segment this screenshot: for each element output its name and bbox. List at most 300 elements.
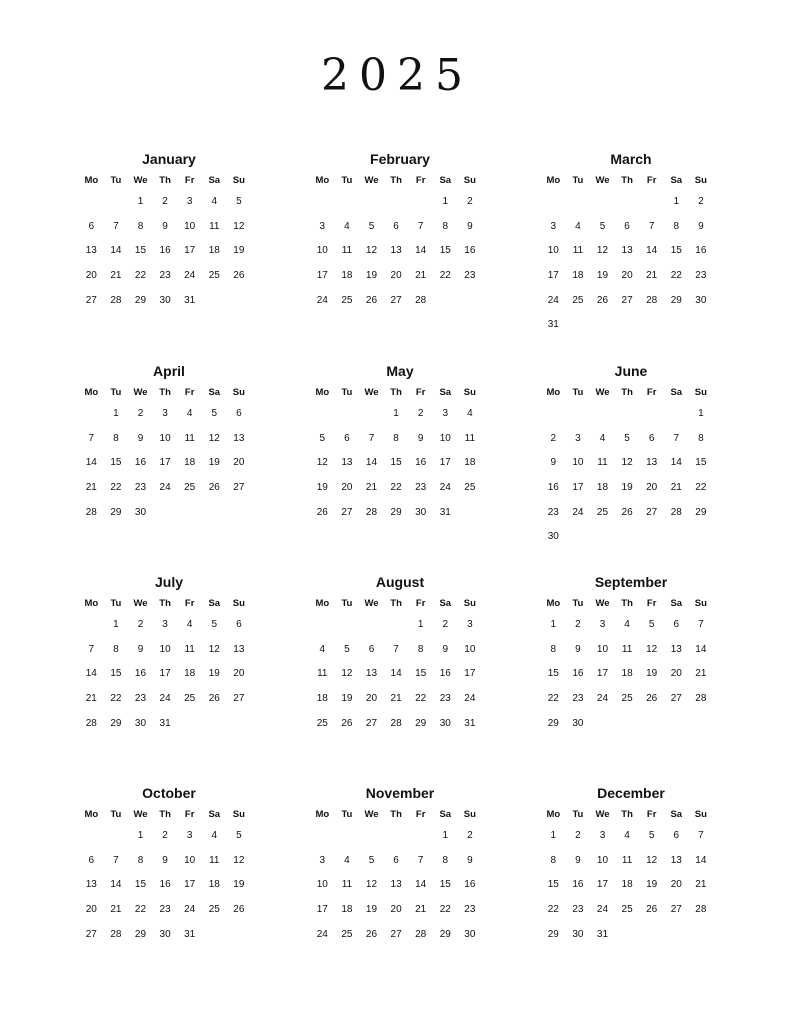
day-cell: 6: [624, 220, 630, 232]
weekday-label: Sa: [208, 809, 221, 820]
day-cell: 21: [670, 482, 682, 494]
weekday-label: Th: [390, 175, 402, 186]
day-cell: 30: [134, 506, 147, 518]
day-cell: 23: [134, 693, 147, 705]
day-cell: 11: [209, 220, 220, 232]
day-cell: 28: [85, 717, 97, 729]
day-grid: [541, 829, 721, 952]
day-cell: 5: [211, 408, 218, 419]
day-cell: 22: [439, 904, 451, 916]
day-cell: 9: [550, 457, 557, 469]
weekday-label: Fr: [415, 175, 426, 186]
day-cell: 23: [695, 270, 707, 282]
day-cell: 8: [393, 432, 399, 444]
day-blank: [310, 195, 335, 220]
day-cell: 16: [464, 879, 476, 891]
day-cell: 9: [467, 220, 473, 232]
day-cell: 6: [368, 643, 375, 655]
day-blank: [566, 195, 591, 220]
day-cell: 7: [417, 220, 424, 232]
day-cell: 29: [110, 506, 122, 518]
day-cell: 28: [695, 693, 707, 705]
day-cell: 3: [599, 830, 606, 841]
day-cell: 16: [695, 245, 707, 257]
day-cell: 3: [575, 432, 581, 444]
day-cell: 14: [670, 457, 682, 469]
day-cell: 14: [390, 668, 402, 680]
day-cell: 14: [110, 879, 122, 891]
day-blank: [335, 618, 360, 643]
day-grid: [310, 407, 490, 530]
day-cell: 29: [134, 928, 147, 940]
day-cell: 14: [85, 457, 97, 469]
day-cell: 11: [464, 432, 476, 444]
day-cell: 22: [110, 482, 122, 494]
weekday-label: Th: [621, 809, 633, 820]
day-cell: 8: [698, 432, 704, 444]
day-cell: 22: [134, 904, 147, 916]
day-cell: 28: [415, 294, 427, 306]
day-cell: 19: [365, 904, 378, 916]
weekday-label: We: [595, 175, 610, 186]
weekday-label: We: [595, 809, 610, 820]
day-cell: 10: [439, 432, 451, 444]
day-cell: 27: [390, 294, 402, 306]
day-cell: 20: [341, 482, 353, 494]
day-cell: 1: [137, 830, 144, 841]
day-cell: 2: [575, 619, 581, 630]
day-cell: 15: [439, 245, 451, 257]
day-cell: 26: [596, 294, 609, 306]
day-cell: 19: [316, 482, 328, 494]
day-cell: 4: [467, 408, 473, 419]
day-cell: 30: [439, 717, 451, 729]
day-cell: 26: [208, 482, 220, 494]
day-cell: 6: [393, 220, 399, 232]
weekday-label: Mo: [315, 387, 330, 398]
day-cell: 17: [596, 879, 609, 891]
month-april: [79, 362, 259, 530]
day-cell: 14: [85, 668, 97, 680]
day-cell: 14: [365, 457, 378, 469]
day-cell: 5: [236, 196, 242, 207]
day-cell: 10: [572, 457, 584, 469]
day-cell: 7: [673, 432, 680, 444]
day-cell: 26: [316, 506, 328, 518]
day-cell: 23: [464, 270, 476, 282]
day-cell: 10: [159, 643, 171, 655]
day-cell: 30: [159, 294, 171, 306]
day-cell: 4: [211, 196, 218, 207]
day-cell: 13: [85, 879, 97, 891]
day-blank: [590, 195, 615, 220]
day-cell: 26: [233, 270, 245, 282]
day-cell: 14: [646, 245, 658, 257]
day-cell: 22: [547, 693, 559, 705]
day-cell: 12: [596, 245, 609, 257]
weekday-label: Sa: [208, 387, 221, 398]
day-cell: 2: [467, 830, 473, 841]
day-blank: [566, 407, 591, 432]
day-cell: 6: [88, 220, 95, 232]
weekday-label: Fr: [415, 809, 426, 820]
day-cell: 10: [316, 245, 328, 257]
day-cell: 22: [670, 270, 682, 282]
day-cell: 8: [550, 854, 557, 866]
day-grid: [79, 195, 259, 318]
weekday-label: Su: [694, 598, 707, 609]
day-cell: 10: [596, 854, 609, 866]
day-cell: 27: [233, 693, 245, 705]
day-cell: 7: [648, 220, 655, 232]
day-cell: 13: [233, 432, 245, 444]
day-cell: 19: [233, 245, 245, 257]
day-cell: 1: [417, 619, 424, 630]
day-cell: 17: [184, 245, 196, 257]
day-cell: 28: [365, 506, 378, 518]
day-cell: 25: [341, 294, 353, 306]
day-cell: 22: [110, 693, 122, 705]
day-cell: 27: [621, 294, 633, 306]
weekday-label: Fr: [646, 175, 657, 186]
day-blank: [79, 195, 104, 220]
day-cell: 17: [464, 668, 476, 680]
day-cell: 1: [442, 830, 449, 841]
month-name: January: [142, 151, 196, 167]
day-cell: 27: [670, 904, 682, 916]
weekday-label: Fr: [184, 809, 195, 820]
day-cell: 26: [341, 717, 353, 729]
day-cell: 31: [159, 717, 171, 729]
day-cell: 23: [572, 904, 584, 916]
month-name: February: [370, 151, 430, 167]
day-cell: 29: [439, 928, 451, 940]
day-grid: [79, 829, 259, 952]
day-cell: 16: [159, 245, 171, 257]
weekday-label: Su: [232, 175, 245, 186]
day-cell: 29: [547, 717, 559, 729]
day-cell: 11: [341, 245, 353, 257]
day-cell: 11: [597, 457, 608, 469]
day-blank: [310, 407, 335, 432]
month-july: [79, 573, 259, 741]
day-cell: 2: [137, 619, 144, 630]
day-cell: 7: [393, 643, 399, 655]
day-cell: 21: [695, 668, 707, 680]
weekday-label: Su: [232, 598, 245, 609]
day-cell: 7: [698, 830, 704, 841]
day-cell: 13: [646, 457, 658, 469]
day-cell: 21: [695, 879, 707, 891]
day-cell: 19: [646, 879, 658, 891]
day-cell: 8: [442, 854, 449, 866]
day-cell: 5: [319, 432, 326, 444]
weekday-label: Tu: [110, 175, 122, 186]
weekday-header: [79, 175, 259, 189]
day-cell: 20: [233, 457, 245, 469]
month-december: [541, 784, 721, 952]
weekday-label: Tu: [572, 387, 584, 398]
weekday-label: Mo: [84, 387, 99, 398]
day-cell: 5: [648, 619, 655, 630]
day-grid: [79, 618, 259, 741]
month-name: May: [386, 363, 414, 379]
day-cell: 30: [572, 928, 584, 940]
day-cell: 5: [599, 220, 606, 232]
day-cell: 25: [184, 693, 196, 705]
day-blank: [541, 195, 566, 220]
day-cell: 29: [134, 294, 147, 306]
day-cell: 15: [439, 879, 451, 891]
month-name: August: [375, 574, 425, 590]
day-cell: 4: [319, 643, 326, 655]
day-cell: 17: [596, 668, 609, 680]
day-cell: 3: [442, 408, 449, 419]
day-cell: 28: [390, 717, 402, 729]
weekday-label: Fr: [415, 598, 426, 609]
day-cell: 15: [134, 245, 147, 257]
day-cell: 19: [621, 482, 633, 494]
weekday-label: Th: [390, 809, 402, 820]
day-cell: 2: [550, 432, 557, 444]
weekday-label: Tu: [341, 175, 353, 186]
month-name: December: [597, 785, 665, 801]
day-cell: 12: [208, 432, 220, 444]
day-cell: 30: [464, 928, 476, 940]
weekday-label: Su: [694, 387, 707, 398]
day-cell: 2: [417, 408, 424, 419]
day-cell: 21: [110, 270, 122, 282]
day-cell: 31: [184, 928, 196, 940]
day-blank: [335, 407, 360, 432]
day-cell: 6: [673, 830, 680, 841]
day-cell: 9: [162, 220, 168, 232]
day-cell: 21: [646, 270, 658, 282]
weekday-header: [79, 598, 259, 612]
day-cell: 27: [233, 482, 245, 494]
day-cell: 16: [134, 457, 147, 469]
day-cell: 19: [365, 270, 378, 282]
day-cell: 19: [596, 270, 609, 282]
day-cell: 11: [184, 643, 195, 655]
weekday-label: Sa: [439, 598, 452, 609]
day-cell: 28: [670, 506, 682, 518]
day-cell: 6: [648, 432, 655, 444]
day-cell: 9: [467, 854, 473, 866]
day-cell: 21: [390, 693, 402, 705]
day-cell: 1: [113, 408, 119, 419]
weekday-label: Fr: [184, 387, 195, 398]
weekday-label: Sa: [670, 809, 683, 820]
day-cell: 5: [624, 432, 630, 444]
day-cell: 27: [365, 717, 378, 729]
day-cell: 4: [624, 619, 630, 630]
weekday-label: Tu: [110, 809, 122, 820]
month-name: June: [614, 363, 648, 379]
day-cell: 10: [547, 245, 559, 257]
weekday-label: We: [133, 175, 148, 186]
day-cell: 28: [110, 294, 122, 306]
weekday-label: Mo: [84, 809, 99, 820]
day-cell: 13: [670, 854, 682, 866]
day-cell: 23: [572, 693, 584, 705]
day-cell: 23: [159, 270, 171, 282]
day-blank: [79, 618, 104, 643]
day-blank: [104, 829, 129, 854]
weekday-label: Mo: [315, 175, 330, 186]
day-cell: 20: [646, 482, 658, 494]
day-cell: 3: [319, 220, 326, 232]
month-june: [541, 362, 721, 555]
day-cell: 9: [575, 643, 581, 655]
day-cell: 3: [467, 619, 473, 630]
weekday-label: Mo: [315, 809, 330, 820]
day-cell: 1: [137, 196, 144, 207]
day-cell: 28: [415, 928, 427, 940]
weekday-label: We: [364, 809, 379, 820]
day-cell: 3: [599, 619, 606, 630]
day-blank: [408, 829, 433, 854]
day-cell: 13: [85, 245, 97, 257]
day-cell: 6: [236, 408, 242, 419]
weekday-label: Sa: [208, 175, 221, 186]
day-cell: 8: [442, 220, 449, 232]
day-cell: 1: [698, 408, 704, 419]
day-cell: 17: [159, 668, 171, 680]
month-name: September: [594, 574, 668, 590]
day-blank: [541, 407, 566, 432]
day-cell: 1: [550, 619, 557, 630]
weekday-header: [541, 809, 721, 823]
day-cell: 10: [159, 432, 171, 444]
month-name: November: [365, 785, 435, 801]
day-grid: [541, 407, 721, 555]
day-cell: 2: [162, 830, 168, 841]
day-cell: 6: [236, 619, 242, 630]
weekday-label: Mo: [546, 809, 561, 820]
day-cell: 3: [550, 220, 557, 232]
day-cell: 5: [368, 220, 375, 232]
month-january: [79, 150, 259, 318]
weekday-label: Su: [463, 809, 476, 820]
day-cell: 12: [646, 643, 658, 655]
day-cell: 8: [673, 220, 680, 232]
day-cell: 16: [134, 668, 147, 680]
weekday-label: We: [133, 387, 148, 398]
day-cell: 11: [317, 668, 328, 680]
weekday-label: Sa: [208, 598, 221, 609]
weekday-label: Th: [159, 598, 171, 609]
weekday-label: Fr: [646, 387, 657, 398]
day-cell: 5: [344, 643, 350, 655]
day-cell: 7: [113, 854, 119, 866]
day-cell: 30: [547, 531, 559, 543]
weekday-label: Mo: [546, 598, 561, 609]
day-cell: 7: [417, 854, 424, 866]
day-cell: 16: [572, 668, 584, 680]
day-cell: 28: [110, 928, 122, 940]
day-cell: 30: [415, 506, 427, 518]
weekday-label: Tu: [572, 175, 584, 186]
month-march: [541, 150, 721, 343]
day-cell: 20: [670, 668, 682, 680]
day-cell: 12: [621, 457, 633, 469]
day-cell: 16: [415, 457, 427, 469]
day-cell: 17: [184, 879, 196, 891]
day-cell: 10: [464, 643, 476, 655]
day-cell: 25: [341, 928, 353, 940]
day-cell: 13: [390, 879, 402, 891]
weekday-label: We: [595, 598, 610, 609]
weekday-header: [310, 175, 490, 189]
day-cell: 5: [211, 619, 218, 630]
day-cell: 24: [596, 693, 609, 705]
day-cell: 5: [648, 830, 655, 841]
day-cell: 11: [209, 854, 220, 866]
day-cell: 19: [208, 457, 220, 469]
day-cell: 2: [442, 619, 449, 630]
day-cell: 30: [134, 717, 147, 729]
day-cell: 8: [550, 643, 557, 655]
weekday-label: Su: [463, 598, 476, 609]
day-cell: 27: [341, 506, 353, 518]
day-blank: [615, 407, 640, 432]
weekday-label: We: [364, 175, 379, 186]
day-cell: 12: [316, 457, 328, 469]
weekday-label: Mo: [84, 598, 99, 609]
day-cell: 20: [670, 879, 682, 891]
day-cell: 26: [646, 904, 658, 916]
day-grid: [541, 195, 721, 343]
day-cell: 24: [316, 928, 328, 940]
day-cell: 6: [393, 854, 399, 866]
weekday-label: Th: [621, 598, 633, 609]
day-cell: 8: [417, 643, 424, 655]
day-cell: 24: [464, 693, 476, 705]
day-cell: 7: [113, 220, 119, 232]
weekday-label: Sa: [439, 175, 452, 186]
month-september: [541, 573, 721, 741]
month-name: April: [153, 363, 185, 379]
day-cell: 15: [547, 879, 559, 891]
weekday-header: [79, 809, 259, 823]
weekday-label: Sa: [670, 598, 683, 609]
day-cell: 10: [184, 854, 196, 866]
day-cell: 2: [137, 408, 144, 419]
day-blank: [664, 407, 689, 432]
day-cell: 10: [596, 643, 609, 655]
day-cell: 23: [547, 506, 559, 518]
day-cell: 9: [698, 220, 704, 232]
day-cell: 15: [695, 457, 707, 469]
day-cell: 4: [599, 432, 606, 444]
weekday-label: Sa: [439, 387, 452, 398]
weekday-label: Su: [694, 809, 707, 820]
weekday-label: Tu: [572, 598, 584, 609]
day-cell: 5: [236, 830, 242, 841]
day-cell: 24: [159, 482, 171, 494]
weekday-label: We: [133, 598, 148, 609]
day-cell: 26: [646, 693, 658, 705]
day-cell: 25: [316, 717, 328, 729]
day-cell: 20: [85, 904, 97, 916]
day-cell: 22: [415, 693, 427, 705]
weekday-label: Th: [159, 809, 171, 820]
day-cell: 5: [368, 854, 375, 866]
day-cell: 30: [159, 928, 171, 940]
day-cell: 8: [137, 220, 144, 232]
day-cell: 12: [233, 854, 245, 866]
